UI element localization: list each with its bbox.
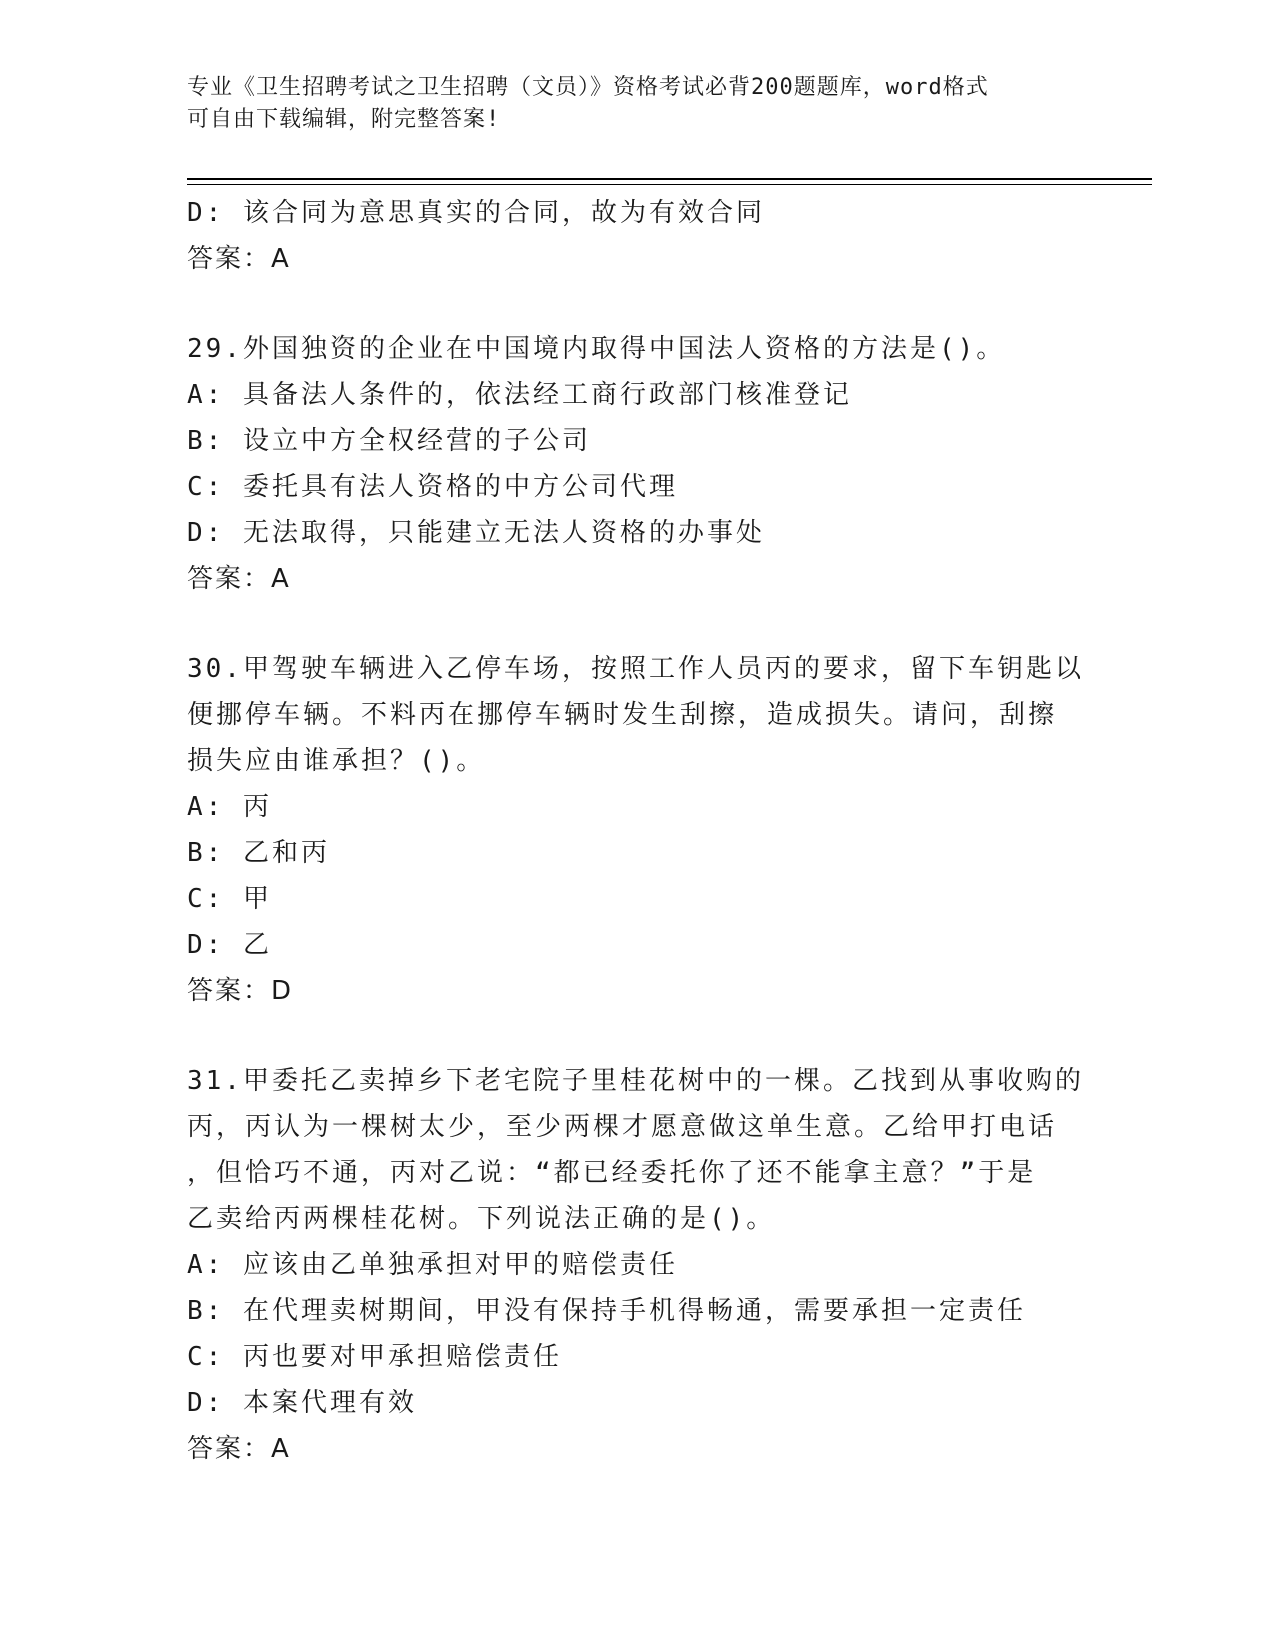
- answer-line: 答案：A: [187, 564, 291, 594]
- option-c: C: 委托具有法人资格的中方公司代理: [187, 472, 678, 502]
- question-stem-line-4: 乙卖给丙两棵桂花树。下列说法正确的是()。: [187, 1204, 776, 1234]
- question-stem-line-3: 损失应由谁承担？()。: [187, 746, 486, 776]
- question-stem-line-2: 丙，丙认为一棵树太少，至少两棵才愿意做这单生意。乙给甲打电话: [187, 1112, 1058, 1142]
- option-a: A: 丙: [187, 792, 272, 822]
- option-a: A: 应该由乙单独承担对甲的赔偿责任: [187, 1250, 678, 1280]
- option-c: C: 甲: [187, 884, 272, 914]
- question-29: [187, 326, 1087, 602]
- option-d: D: 无法取得，只能建立无法人资格的办事处: [187, 518, 765, 548]
- option-b: B: 乙和丙: [187, 838, 330, 868]
- answer-line: 答案：D: [187, 976, 294, 1006]
- question-content: [187, 190, 1087, 1472]
- question-stem-line-3: ，但恰巧不通，丙对乙说：“都已经委托你了还不能拿主意？”于是: [187, 1158, 1037, 1188]
- spacer: [187, 1014, 1087, 1058]
- question-30: [187, 646, 1087, 1014]
- option-c: C: 丙也要对甲承担赔偿责任: [187, 1342, 562, 1372]
- header-title-line-2: 可自由下载编辑，附完整答案!: [187, 107, 501, 132]
- header-divider-thin: [187, 184, 1152, 185]
- question-28-tail: [187, 190, 1087, 282]
- question-stem-line-1: 30.甲驾驶车辆进入乙停车场，按照工作人员丙的要求，留下车钥匙以: [187, 654, 1084, 684]
- option-b: B: 在代理卖树期间，甲没有保持手机得畅通，需要承担一定责任: [187, 1296, 1026, 1326]
- header-title-line-1: 专业《卫生招聘考试之卫生招聘（文员）》资格考试必背200题题库，word格式: [187, 75, 989, 100]
- question-31: [187, 1058, 1087, 1472]
- option-d: D: 乙: [187, 930, 272, 960]
- question-stem: 29.外国独资的企业在中国境内取得中国法人资格的方法是()。: [187, 334, 1006, 364]
- header-divider-thick: [187, 178, 1152, 180]
- spacer: [187, 602, 1087, 646]
- answer-line: 答案：A: [187, 1434, 291, 1464]
- option-d: D: 该合同为意思真实的合同，故为有效合同: [187, 198, 765, 228]
- question-stem-line-1: 31.甲委托乙卖掉乡下老宅院子里桂花树中的一棵。乙找到从事收购的: [187, 1066, 1084, 1096]
- answer-line: 答案：A: [187, 244, 291, 274]
- option-d: D: 本案代理有效: [187, 1388, 417, 1418]
- option-a: A: 具备法人条件的，依法经工商行政部门核准登记: [187, 380, 852, 410]
- option-b: B: 设立中方全权经营的子公司: [187, 426, 591, 456]
- spacer: [187, 282, 1087, 326]
- document-header: [187, 72, 1067, 136]
- question-stem-line-2: 便挪停车辆。不料丙在挪停车辆时发生刮擦，造成损失。请问，刮擦: [187, 700, 1058, 730]
